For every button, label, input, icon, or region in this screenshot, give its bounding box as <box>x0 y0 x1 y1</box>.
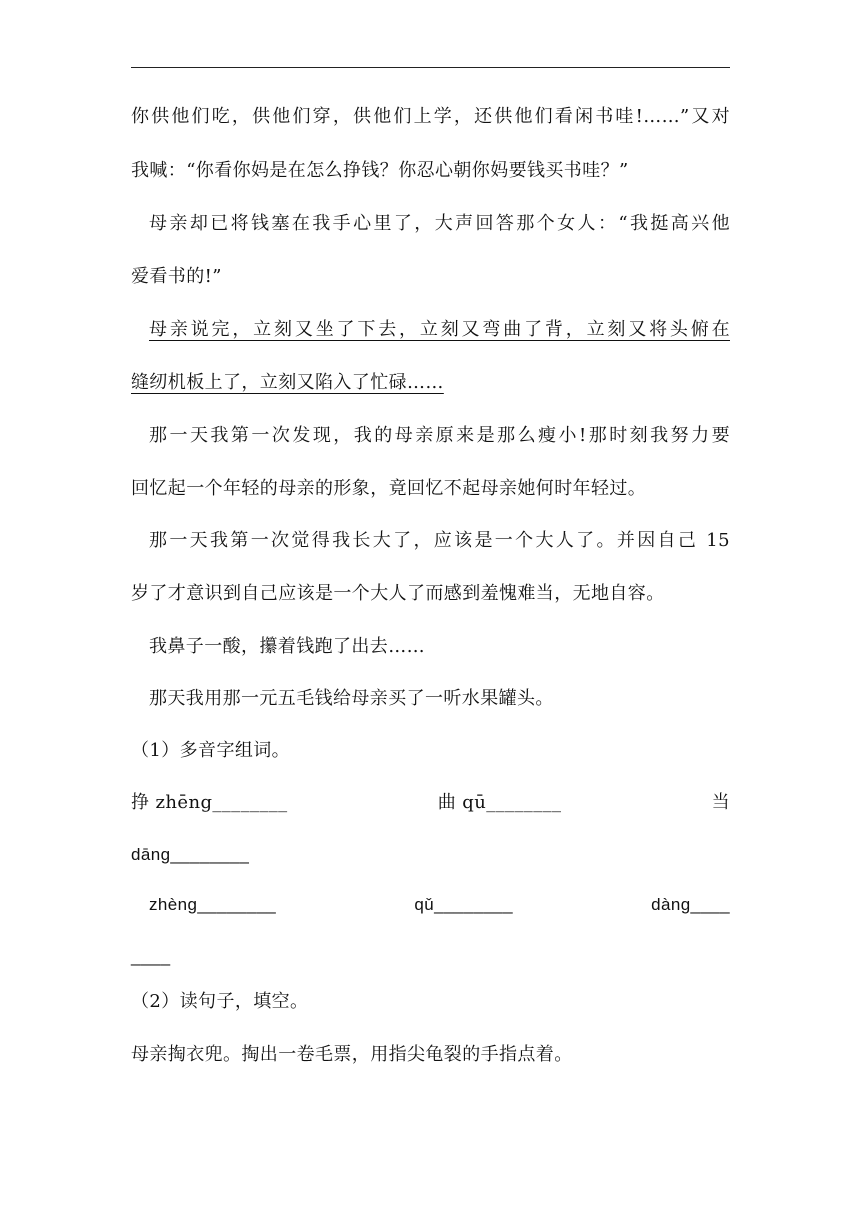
text-line: 那天我用那一元五毛钱给母亲买了一听水果罐头。 <box>149 688 554 709</box>
question-2-sentence: 母亲掏衣兜。掏出一卷毛票，用指尖龟裂的手指点着。 <box>131 1044 573 1065</box>
underlined-text: 缝纫机板上了，立刻又陷入了忙碌…… <box>131 372 444 393</box>
question-1-title: （1）多音字组词。 <box>131 740 291 761</box>
underlined-line <box>131 370 730 396</box>
header-rule <box>131 67 730 68</box>
text-line: 岁了才意识到自己应该是一个大人了而感到羞愧难当，无地自容。 <box>131 583 665 604</box>
answer-blank-dang4[interactable]: dàng____ <box>651 895 730 914</box>
answer-blank-qu[interactable]: 曲 qū________ <box>437 792 562 813</box>
answer-blank-dang[interactable]: dāng________ <box>131 845 250 864</box>
answer-label-dang: 当 <box>711 792 730 813</box>
text-line: 爱看书的!” <box>131 266 222 287</box>
answer-blank-continuation[interactable]: ____ <box>131 947 171 966</box>
question-1-row-2 <box>131 892 730 918</box>
answer-blank-zheng4[interactable]: zhèng________ <box>149 895 277 914</box>
question-1-row-1 <box>131 790 730 816</box>
text-line: 我喊：“你看你妈是在怎么挣钱？你忍心朝你妈要钱买书哇？” <box>131 160 629 181</box>
text-line: 我鼻子一酸，攥着钱跑了出去…… <box>149 636 425 657</box>
text-line: 那一天我第一次发现，我的母亲原来是那么瘦小!那时刻我努力要 <box>149 425 730 446</box>
text-line: 你供他们吃，供他们穿，供他们上学，还供他们看闲书哇!……”又对 <box>131 106 730 127</box>
answer-blank-qu3[interactable]: qǔ________ <box>414 895 513 914</box>
answer-blank-zheng[interactable]: 挣 zhēng________ <box>131 792 288 813</box>
text-line: 那一天我第一次觉得我长大了，应该是一个大人了。并因自己 15 <box>149 530 730 551</box>
underlined-line: 母亲说完，立刻又坐了下去，立刻又弯曲了背，立刻又将头俯在 <box>149 319 730 340</box>
text-line: 回忆起一个年轻的母亲的形象，竟回忆不起母亲她何时年轻过。 <box>131 478 647 499</box>
text-line: 母亲却已将钱塞在我手心里了，大声回答那个女人：“我挺高兴他 <box>149 213 730 234</box>
question-2-title: （2）读句子，填空。 <box>131 991 309 1012</box>
